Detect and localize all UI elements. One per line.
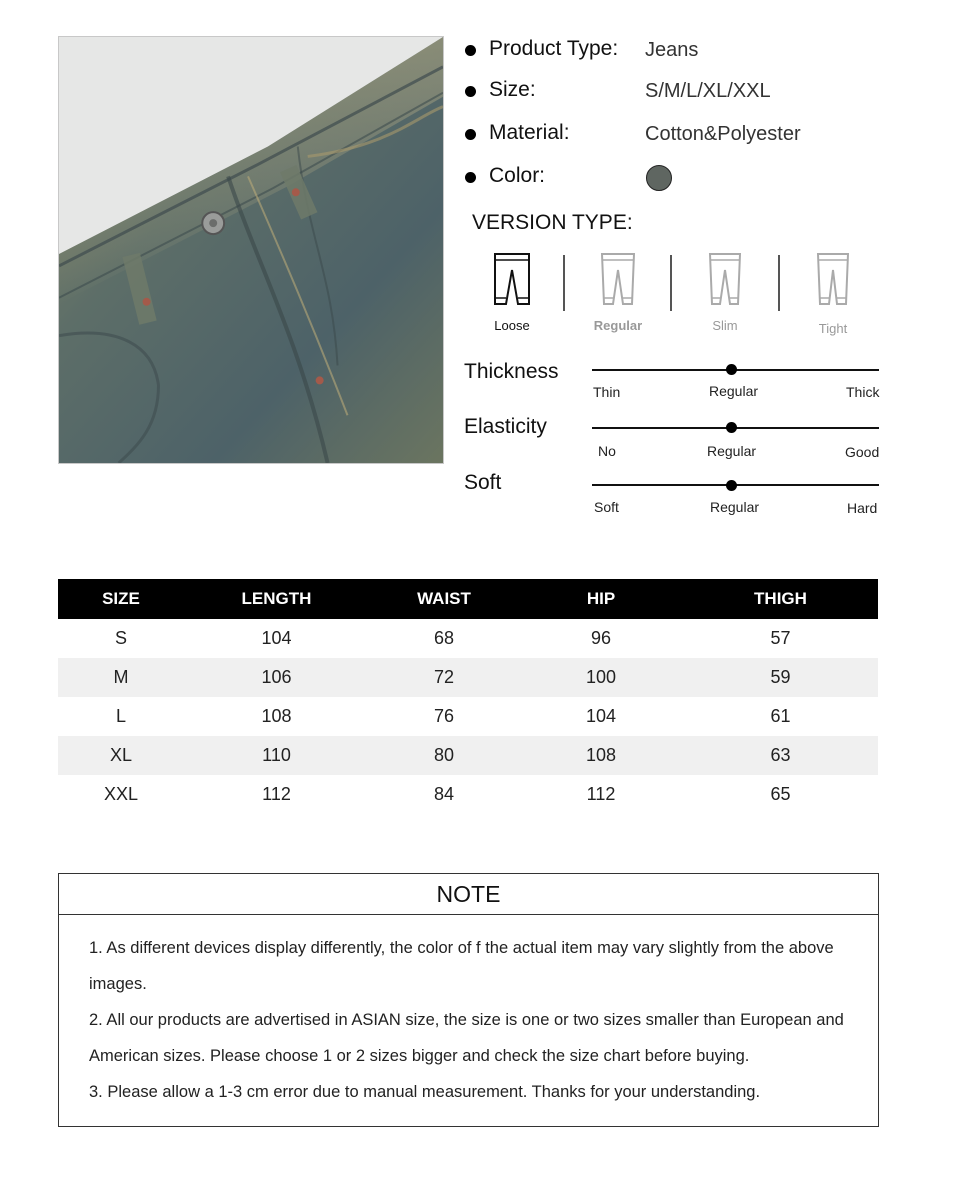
version-loose[interactable] <box>472 252 552 333</box>
rating-low: No <box>598 443 616 459</box>
bullet-icon <box>465 172 476 183</box>
product-image <box>58 36 444 464</box>
divider <box>778 255 780 311</box>
cell-hip: 104 <box>585 706 617 726</box>
pants-icon <box>598 252 638 308</box>
rating-elasticity-knob <box>726 422 737 433</box>
cell-waist: 84 <box>433 784 455 804</box>
cell-hip: 108 <box>519 736 683 775</box>
cell-length: 104 <box>261 628 292 648</box>
cell-waist: 80 <box>369 736 519 775</box>
rating-high: Hard <box>847 500 878 516</box>
cell-length: 106 <box>184 658 369 697</box>
header-thigh: THIGH <box>683 579 878 619</box>
cell-length: 110 <box>184 736 369 775</box>
table-row <box>58 775 878 814</box>
pants-icon <box>813 252 853 308</box>
cell-thigh: 57 <box>770 628 791 648</box>
bullet-icon <box>465 45 476 56</box>
rating-low: Soft <box>594 499 619 515</box>
spec-product-type <box>465 37 885 67</box>
header-hip: HIP <box>519 579 683 619</box>
spec-size <box>465 78 885 108</box>
cell-thigh: 65 <box>770 784 791 804</box>
cell-size: L <box>115 706 126 726</box>
cell-size: S <box>114 628 127 648</box>
cell-thigh: 59 <box>683 658 878 697</box>
cell-hip: 96 <box>590 628 612 648</box>
spec-material <box>465 121 885 151</box>
pants-icon <box>705 252 745 308</box>
rating-high: Thick <box>846 384 880 400</box>
color-swatch[interactable] <box>646 165 672 191</box>
cell-length: 112 <box>262 784 291 804</box>
rating-thickness-knob <box>726 364 737 375</box>
table-row <box>58 658 878 697</box>
header-length: LENGTH <box>184 579 369 619</box>
cell-hip: 100 <box>519 658 683 697</box>
cell-waist: 76 <box>433 706 455 726</box>
note-line: 2. All our products are advertised in ASIAN size, the size is one or two sizes smaller than European and American sizes. Please choose 1 or 2 sizes bigger and check the size chart before buying. <box>89 1011 844 1065</box>
cell-waist: 68 <box>433 628 455 648</box>
spec-label: Material: <box>489 121 570 144</box>
note-box <box>58 873 879 1127</box>
rating-mid: Regular <box>707 443 757 459</box>
version-label: Regular <box>593 318 643 333</box>
version-label: Tight <box>818 321 848 336</box>
spec-label: Size: <box>489 78 536 101</box>
header-size: SIZE <box>58 579 184 619</box>
note-line: 1. As different devices display differently, the color of f the actual item may vary slightly from the above images. <box>89 939 834 993</box>
cell-size: M <box>58 658 184 697</box>
table-row <box>58 697 878 736</box>
spec-label: Product Type: <box>489 37 619 60</box>
cell-size: XL <box>58 736 184 775</box>
rating-low: Thin <box>593 384 621 400</box>
header-waist: WAIST <box>369 579 519 619</box>
cell-thigh: 61 <box>770 706 791 726</box>
rating-mid: Regular <box>709 383 759 399</box>
rating-thickness-label: Thickness <box>464 360 559 383</box>
version-regular[interactable] <box>578 252 658 333</box>
rating-mid: Regular <box>710 499 760 515</box>
size-chart-table <box>58 579 878 814</box>
bullet-icon <box>465 129 476 140</box>
rating-soft-label: Soft <box>464 471 502 494</box>
spec-value: Cotton&Polyester <box>645 123 801 145</box>
divider <box>563 255 565 311</box>
bullet-icon <box>465 86 476 97</box>
cell-size: XXL <box>103 784 139 804</box>
note-body <box>59 915 878 1110</box>
note-title: NOTE <box>59 874 878 915</box>
spec-value: S/M/L/XL/XXL <box>645 80 771 102</box>
rating-soft-knob <box>726 480 737 491</box>
table-row <box>58 736 878 775</box>
rating-elasticity-label: Elasticity <box>464 415 547 438</box>
version-type-title: VERSION TYPE: <box>472 211 633 234</box>
spec-label: Color: <box>489 164 546 187</box>
jeans-illustration <box>59 37 443 463</box>
note-line: 3. Please allow a 1-3 cm error due to manual measurement. Thanks for your understanding. <box>89 1083 761 1101</box>
version-tight[interactable] <box>793 252 873 336</box>
rating-high: Good <box>845 444 880 460</box>
version-slim[interactable] <box>685 252 765 333</box>
pants-icon <box>492 252 532 308</box>
cell-thigh: 63 <box>683 736 878 775</box>
cell-hip: 112 <box>586 784 616 804</box>
spec-value: Jeans <box>645 39 699 61</box>
cell-length: 108 <box>261 706 292 726</box>
spec-color <box>465 164 885 194</box>
table-header-row <box>58 579 878 619</box>
cell-waist: 72 <box>369 658 519 697</box>
version-label: Loose <box>494 318 530 333</box>
table-row <box>58 619 878 658</box>
divider <box>670 255 672 311</box>
version-label: Slim <box>712 318 738 333</box>
